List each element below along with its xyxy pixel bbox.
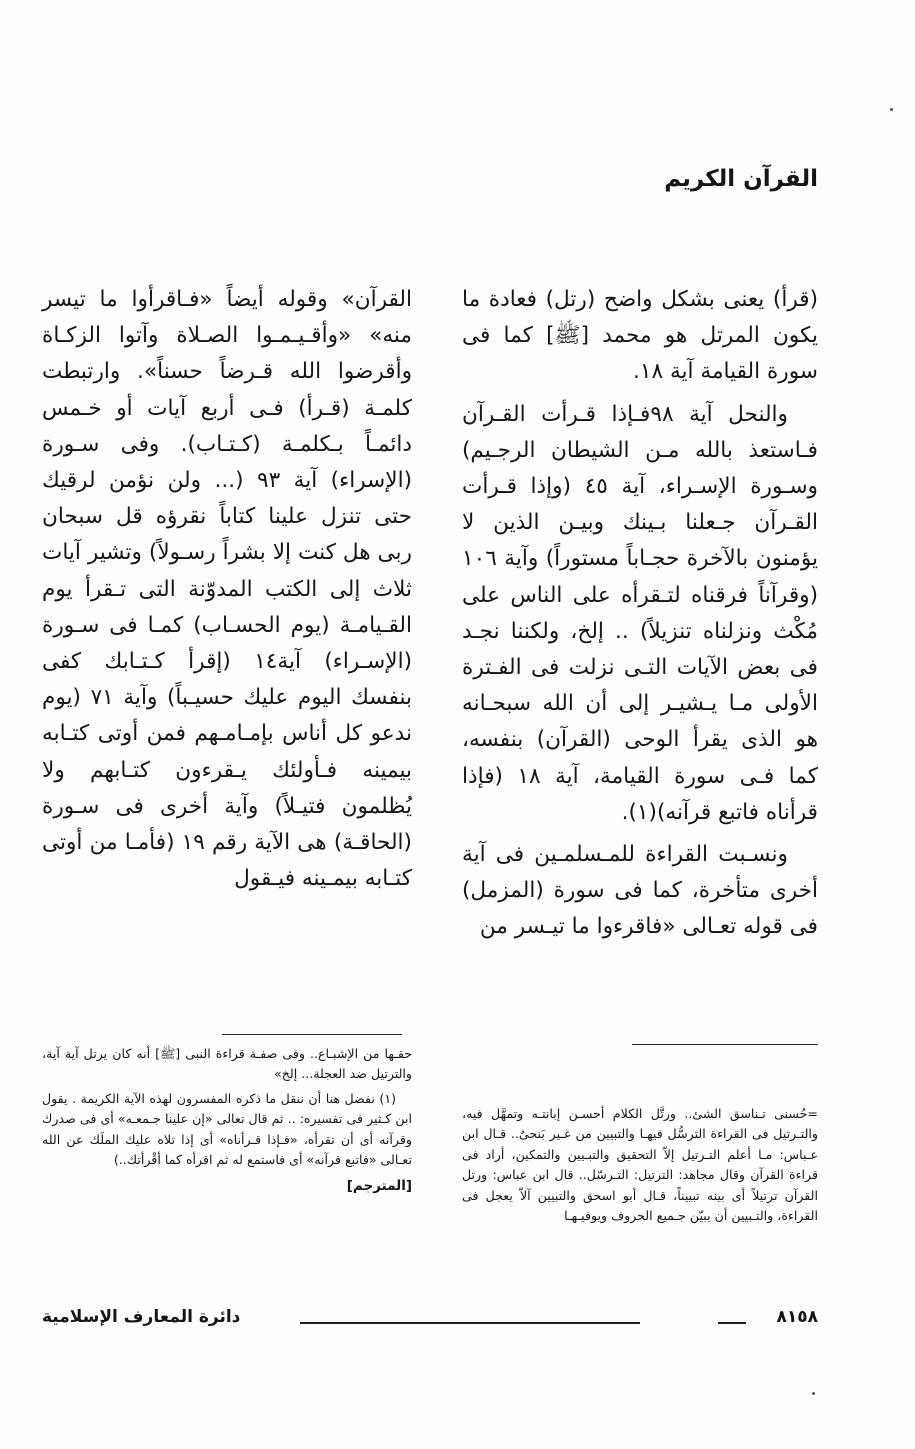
journal-name: دائرة المعارف الإسلامية [42,1307,241,1327]
footer-rule [300,1322,640,1324]
paragraph: ونسـبت القراءة للمـسلمـين فى آية أخرى متأخرة، كما فى سورة (المزمل) فى قوله تعـالى «فاقرءوا ما تيـسر من [462,842,818,940]
page-footer [42,1307,818,1337]
page-number: ٨١٥٨ [776,1307,818,1327]
footnotes-right [462,1104,818,1226]
paragraph: القرآن» وقوله أيضاً «فـاقرأوا ما تيسر منه» «وأقـيـمـوا الصـلاة وآتوا الزكـاة وأقرضوا الله قـرضاً حسناً». وارتبطت كلمـة (قـرأ) فـى أربع آيات أو خـمس دائمـاً بـكلمـة (كـتـاب). وفى سـورة (الإسراء) آية ٩٣ (... ولن نؤمن لرقيك حتى تنزل علينا كتاباً نقرؤه قل سبحان ربى هل كنت إلا بشراً رسـولاً) وتشير آيات ثلاث إلى الكتب المدوّنة التى تـقرأ يوم القـيامـة (يوم الحسـاب) كمـا فى سـورة (الإسـراء) آية١٤ (إقرأ كـتـابك كفى بنفسك اليوم عليك حسيـباً) وآية ٧١ (يوم ندعو كل أناس بإمـامـهم فمن أوتى كتـابه بيمينه فـأولئك يـقرءون كتـابهم ولا يُظلمون فتيـلاً) وآية أخرى فى سـورة (الحاقـة) هى الآية رقم ١٩ (فأمـا من أوتى كتـابه بيمـينه فيـقول [42,287,413,892]
paragraph: (قرأ) يعنى بشكل واضح (رتل) فعادة ما يكون المرتل هو محمد [ﷺ] كما فى سورة القيامة آية ١٨. [462,287,818,385]
footnote-divider [632,1044,818,1045]
footnote-text: =حُسنى تـناسق الشئ.. ورتَّل الكلام أحسـن إبانتـه وتمهَّل فيه، والتـرتيل فى القراءة الترسُّل فيهـا والتبيين من غـير بَنحىٌ.. قـال ابن عـباس: مـا أعلم التـرتيل إلاّ التحقيق والتبـيين والتمكين، أراد فى قراءة القرآن وقال مجاهد: الترتيل: التـرسّل.. قال ابن عباس: ورتل القرآن ترتيلاً أى بينه تبييناً، قـال أبو اسحق والتبيين آلاّ يعجل فى القراءة، والتـبيين أن يبيّن جـميع الحروف ويوفيـهـا [462,1106,818,1224]
scan-speck [812,1392,815,1395]
footer-rule [718,1322,746,1324]
footnote-continuation: حقـها من الإشبـاع.. وفى صفـة قراءة النبى [ﷺ] أنه كان يرتل آية آية، والترتيل ضد العجلة... إلخ» [42,1046,412,1082]
translator-note: [المترجم] [346,1178,412,1195]
scan-speck [890,108,893,111]
paragraph: والنحل آية ٩٨فـإذا قـرأت القـرآن فـاستعذ بالله مـن الشيطان الرجـيم) وسـورة الإسـراء، آية ٤٥ (وإذا قـرأت القـرآن جـعلنا بـينك وبيـن الذين لا يؤمنون بالآخرة حجـاباً مستوراً) وآية ١٠٦ (وقرآناً فرقناه لتـقرأه على الناس على مُكْث ونزلناه تنزيلاً) .. إلخ، ولكننا نجـد فى بعض الآيات التـى نزلت فى الفـترة الأولى مـا يـشيـر إلى أن الله سبحـانه هو الذى يقرأ الوحى (القرآن) بنفسه، كما فـى سورة القيامة، آية ١٨ (فإذا قرأناه فاتبع قرآنه)(١). [462,401,818,825]
right-column [462,282,818,946]
footnote-divider [222,1034,402,1035]
footnotes-left [42,1044,412,1194]
left-column [42,282,412,897]
page-title: القرآن الكريم [664,166,818,192]
footnote-1: (١) نفضل هنا أن ننقل ما ذكره المفسرون لهذه الآية الكريمة . يقول ابن كـثير فى تفسيره: .. ثم قال تعالى «إن علينا جـمعـه» أى فى صدرك وقرآنه أى أن تقرأه، «فـإذا قـرأناه» أى إذا تلاه عليك الملَك عن الله تعـالى «فاتبع قرآنه» أى فاستمع له ثم اقرأه كما أقْرأتك..) [42,1090,412,1168]
